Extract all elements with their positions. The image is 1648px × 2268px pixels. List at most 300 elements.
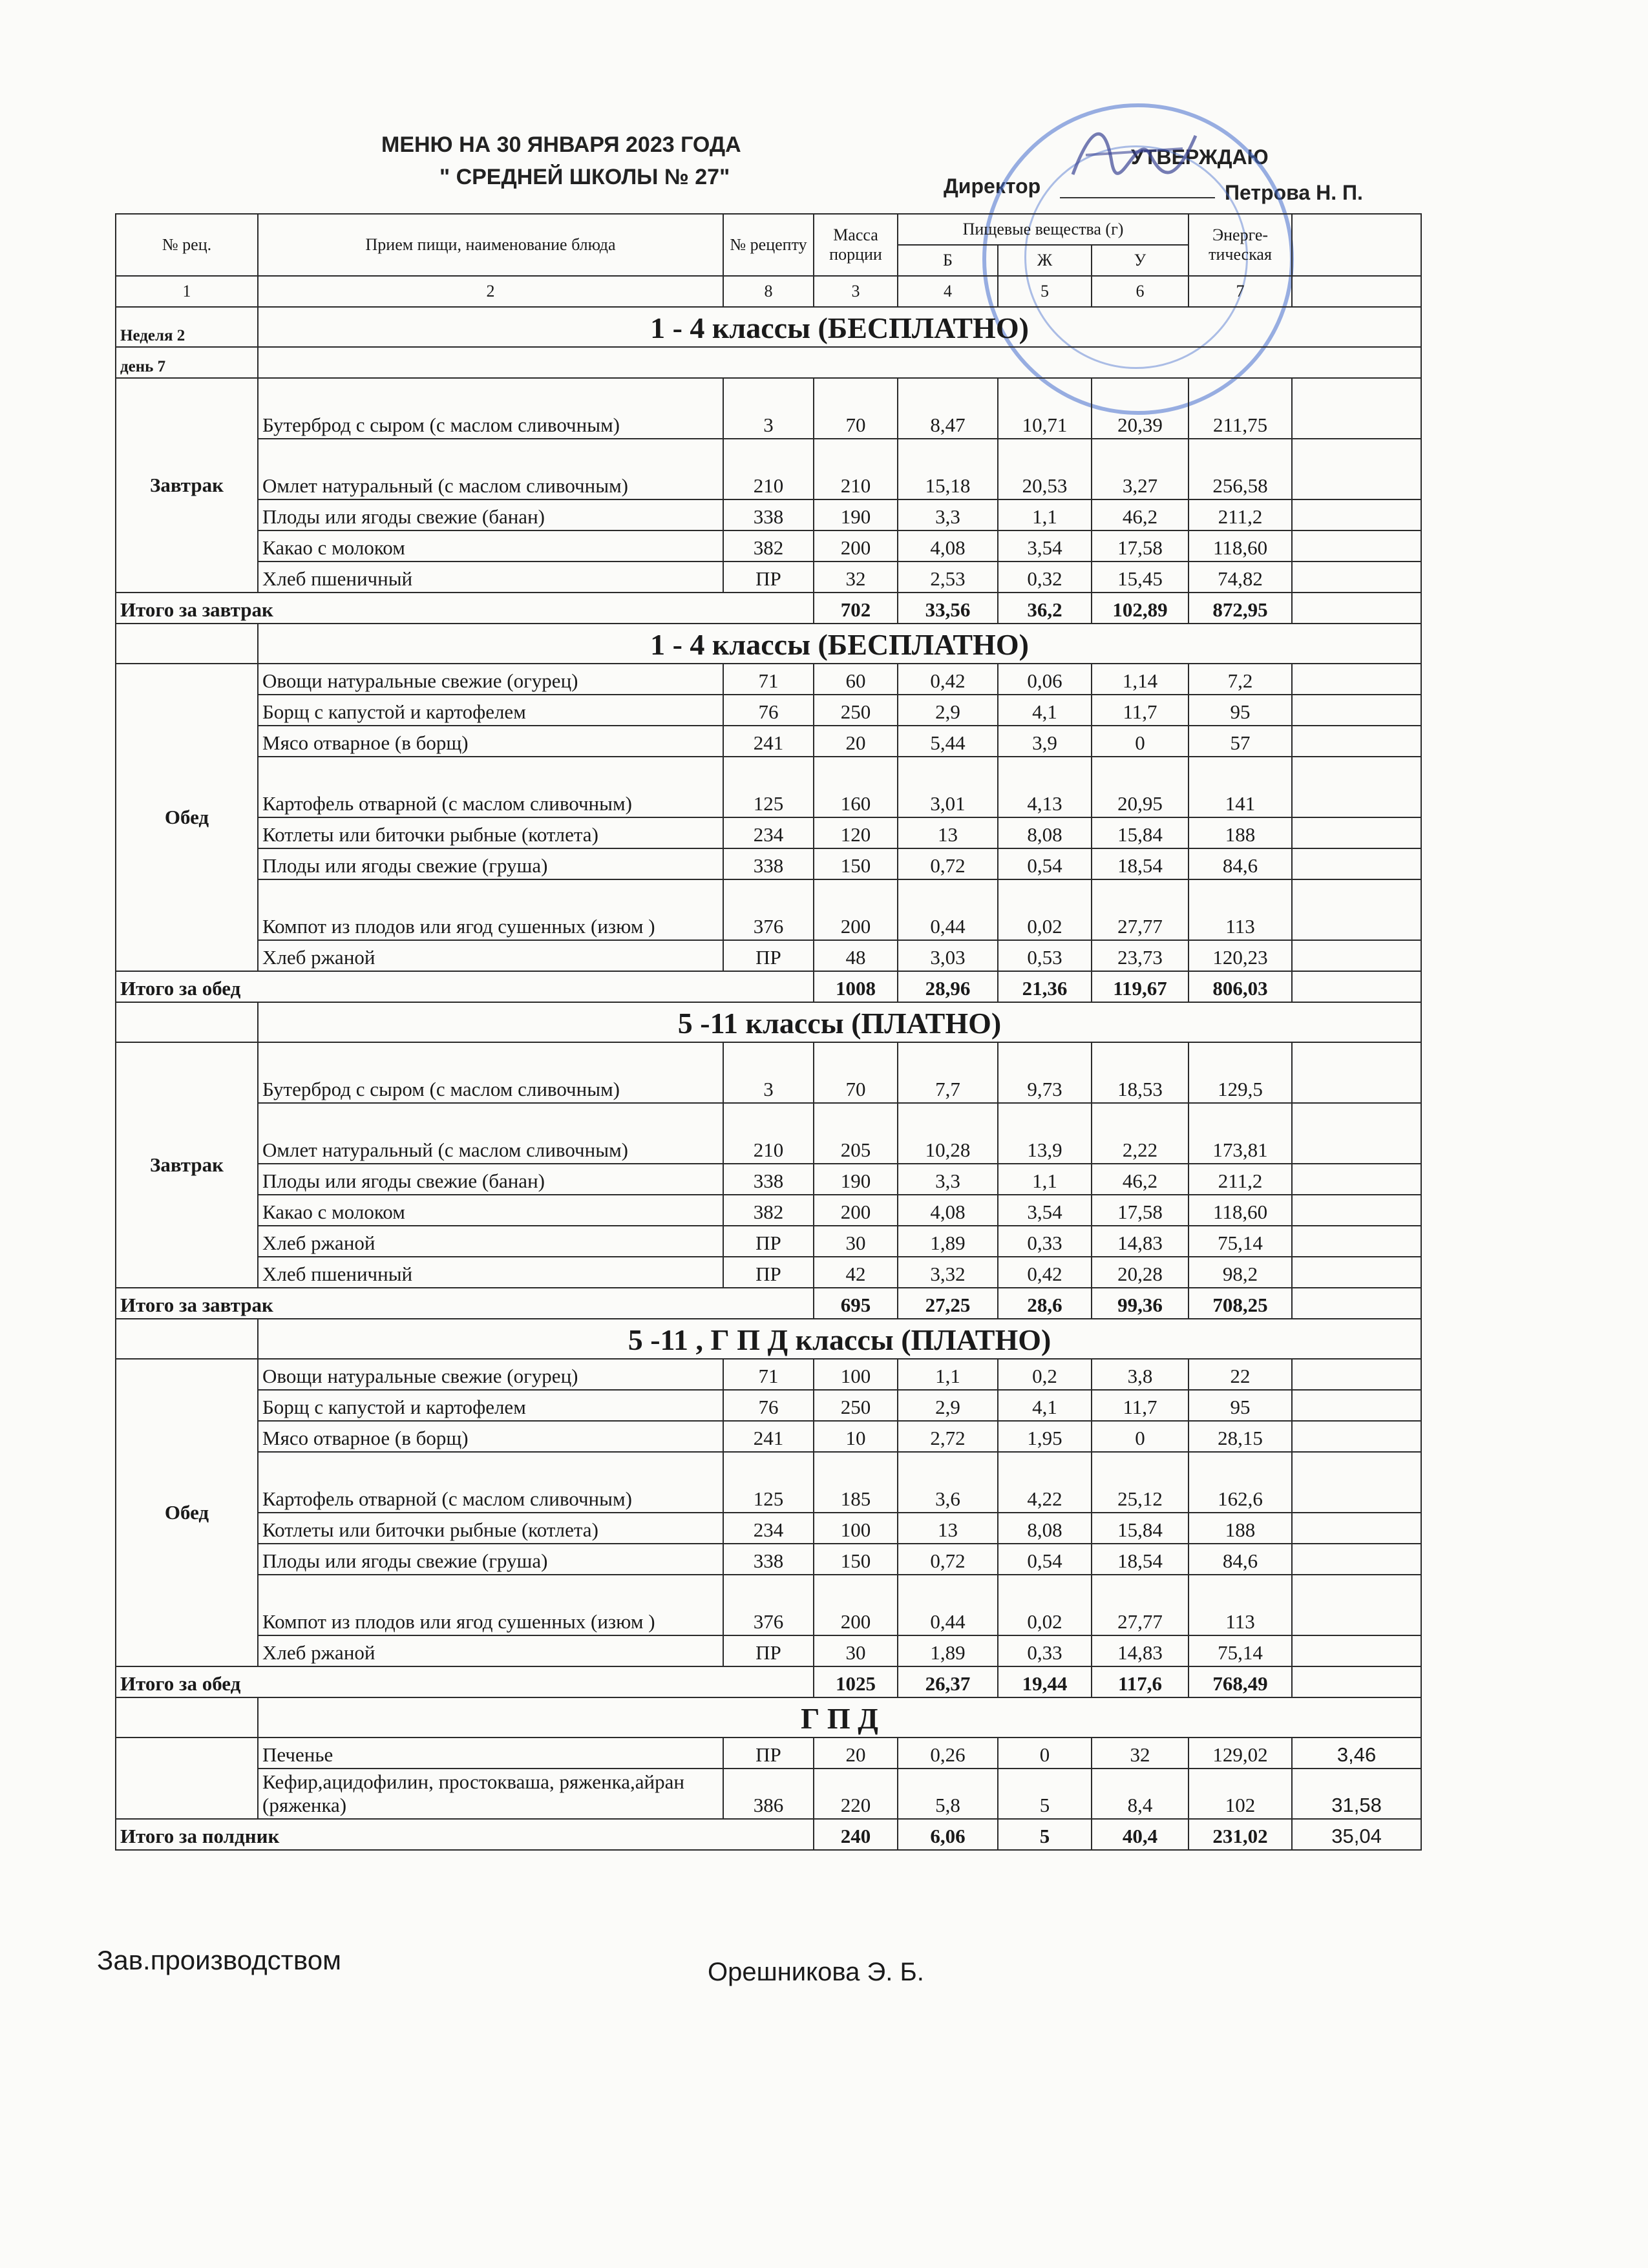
total-energy: 768,49 (1188, 1666, 1292, 1697)
protein: 5,44 (898, 726, 998, 757)
dish-row (116, 1164, 1421, 1195)
dish-row (116, 1359, 1421, 1390)
recipe-no: 3 (723, 378, 814, 439)
meal-label: Завтрак (116, 1042, 258, 1288)
energy: 28,15 (1188, 1421, 1292, 1452)
recipe-no: 234 (723, 1513, 814, 1544)
director-name: Петрова Н. П. (1225, 181, 1363, 204)
protein: 0,72 (898, 1544, 998, 1575)
protein: 0,26 (898, 1738, 998, 1769)
fat: 0,54 (998, 848, 1092, 879)
dish-row (116, 1738, 1421, 1769)
fat: 4,1 (998, 1390, 1092, 1421)
portion-mass: 185 (814, 1452, 898, 1513)
energy: 118,60 (1188, 530, 1292, 562)
dish-name: Борщ с капустой и картофелем (258, 695, 723, 726)
header-u: У (1092, 245, 1188, 276)
recipe-no: 386 (723, 1769, 814, 1819)
day-row (116, 347, 1421, 378)
section-title: Г П Д (258, 1697, 1421, 1738)
protein: 2,9 (898, 695, 998, 726)
total-fat: 5 (998, 1819, 1092, 1850)
footer-signer-name: Орешникова Э. Б. (708, 1958, 924, 1986)
total-protein: 6,06 (898, 1819, 998, 1850)
total-fat: 21,36 (998, 971, 1092, 1002)
recipe-no: 376 (723, 879, 814, 940)
total-mass: 240 (814, 1819, 898, 1850)
recipe-no: 125 (723, 1452, 814, 1513)
energy: 84,6 (1188, 848, 1292, 879)
total-row (116, 971, 1421, 1002)
extra-value (1292, 1544, 1421, 1575)
recipe-no: 376 (723, 1575, 814, 1635)
fat: 4,22 (998, 1452, 1092, 1513)
recipe-no: 338 (723, 1164, 814, 1195)
protein: 3,3 (898, 499, 998, 530)
dish-row (116, 695, 1421, 726)
recipe-no: 71 (723, 664, 814, 695)
total-energy: 806,03 (1188, 971, 1292, 1002)
portion-mass: 70 (814, 378, 898, 439)
section-title-row (116, 1697, 1421, 1738)
carbs: 0 (1092, 726, 1188, 757)
extra-value (1292, 1390, 1421, 1421)
extra-value (1292, 817, 1421, 848)
recipe-no: 382 (723, 530, 814, 562)
dish-name: Овощи натуральные свежие (огурец) (258, 1359, 723, 1390)
dish-row (116, 530, 1421, 562)
total-protein: 26,37 (898, 1666, 998, 1697)
fat: 0,32 (998, 562, 1092, 593)
recipe-no: 71 (723, 1359, 814, 1390)
meal-label: Обед (116, 664, 258, 971)
protein: 0,44 (898, 879, 998, 940)
fat: 8,08 (998, 817, 1092, 848)
total-extra (1292, 1666, 1421, 1697)
dish-row (116, 499, 1421, 530)
dish-name: Котлеты или биточки рыбные (котлета) (258, 1513, 723, 1544)
section-title: 1 - 4 классы (БЕСПЛАТНО) (258, 307, 1421, 347)
portion-mass: 10 (814, 1421, 898, 1452)
protein: 3,32 (898, 1257, 998, 1288)
energy: 95 (1188, 695, 1292, 726)
day-label: день 7 (116, 347, 258, 378)
protein: 15,18 (898, 439, 998, 499)
dish-row (116, 726, 1421, 757)
recipe-no: 76 (723, 1390, 814, 1421)
dish-name: Бутерброд с сыром (с маслом сливочным) (258, 1042, 723, 1103)
cell (116, 1697, 258, 1738)
portion-mass: 200 (814, 879, 898, 940)
header-dish: Прием пищи, наименование блюда (258, 214, 723, 276)
carbs: 32 (1092, 1738, 1188, 1769)
carbs: 3,8 (1092, 1359, 1188, 1390)
portion-mass: 30 (814, 1226, 898, 1257)
column-number: 2 (258, 276, 723, 307)
dish-name: Хлеб ржаной (258, 1226, 723, 1257)
carbs: 27,77 (1092, 879, 1188, 940)
total-mass: 702 (814, 593, 898, 624)
fat: 4,13 (998, 757, 1092, 817)
carbs: 3,27 (1092, 439, 1188, 499)
recipe-no: ПР (723, 562, 814, 593)
dish-name: Мясо отварное (в борщ) (258, 726, 723, 757)
portion-mass: 48 (814, 940, 898, 971)
dish-name: Какао с молоком (258, 1195, 723, 1226)
section-title: 1 - 4 классы (БЕСПЛАТНО) (258, 624, 1421, 664)
protein: 4,08 (898, 530, 998, 562)
recipe-no: ПР (723, 1226, 814, 1257)
fat: 13,9 (998, 1103, 1092, 1164)
extra-value (1292, 1452, 1421, 1513)
energy: 118,60 (1188, 1195, 1292, 1226)
total-fat: 19,44 (998, 1666, 1092, 1697)
dish-name: Печенье (258, 1738, 723, 1769)
energy: 188 (1188, 817, 1292, 848)
total-mass: 1025 (814, 1666, 898, 1697)
approve-label: УТВЕРЖДАЮ (1131, 145, 1269, 169)
fat: 1,1 (998, 1164, 1092, 1195)
extra-value (1292, 848, 1421, 879)
energy: 211,2 (1188, 499, 1292, 530)
protein: 0,72 (898, 848, 998, 879)
protein: 3,6 (898, 1452, 998, 1513)
total-mass: 1008 (814, 971, 898, 1002)
fat: 0,33 (998, 1226, 1092, 1257)
recipe-no: 241 (723, 1421, 814, 1452)
fat: 20,53 (998, 439, 1092, 499)
dish-name: Омлет натуральный (с маслом сливочным) (258, 1103, 723, 1164)
protein: 2,9 (898, 1390, 998, 1421)
carbs: 2,22 (1092, 1103, 1188, 1164)
fat: 1,1 (998, 499, 1092, 530)
dish-row (116, 1390, 1421, 1421)
extra-value (1292, 664, 1421, 695)
protein: 2,53 (898, 562, 998, 593)
energy: 74,82 (1188, 562, 1292, 593)
cell (116, 1319, 258, 1359)
extra-value (1292, 1164, 1421, 1195)
extra-value (1292, 695, 1421, 726)
total-row (116, 1288, 1421, 1319)
extra-value: 31,58 (1292, 1769, 1421, 1819)
carbs: 15,84 (1092, 1513, 1188, 1544)
total-label: Итого за полдник (116, 1819, 814, 1850)
dish-row (116, 1421, 1421, 1452)
total-label: Итого за завтрак (116, 1288, 814, 1319)
carbs: 18,53 (1092, 1042, 1188, 1103)
fat: 3,54 (998, 1195, 1092, 1226)
protein: 2,72 (898, 1421, 998, 1452)
dish-name: Мясо отварное (в борщ) (258, 1421, 723, 1452)
section-title: 5 -11 классы (ПЛАТНО) (258, 1002, 1421, 1042)
carbs: 14,83 (1092, 1635, 1188, 1666)
portion-mass: 70 (814, 1042, 898, 1103)
energy: 98,2 (1188, 1257, 1292, 1288)
carbs: 18,54 (1092, 1544, 1188, 1575)
dish-name: Хлеб пшеничный (258, 1257, 723, 1288)
portion-mass: 205 (814, 1103, 898, 1164)
portion-mass: 190 (814, 499, 898, 530)
total-protein: 27,25 (898, 1288, 998, 1319)
portion-mass: 250 (814, 1390, 898, 1421)
protein: 13 (898, 1513, 998, 1544)
cell (116, 624, 258, 664)
carbs: 46,2 (1092, 499, 1188, 530)
total-label: Итого за обед (116, 971, 814, 1002)
header-zh: Ж (998, 245, 1092, 276)
fat: 0,54 (998, 1544, 1092, 1575)
column-number-row (116, 276, 1421, 307)
energy: 256,58 (1188, 439, 1292, 499)
dish-name: Кефир,ацидофилин, простокваша, ряженка,айран (ряженка) (258, 1769, 723, 1819)
protein: 1,89 (898, 1226, 998, 1257)
table-header-row (116, 214, 1421, 245)
column-number: 5 (998, 276, 1092, 307)
director-signature (1066, 116, 1202, 194)
energy: 162,6 (1188, 1452, 1292, 1513)
protein: 3,01 (898, 757, 998, 817)
portion-mass: 190 (814, 1164, 898, 1195)
portion-mass: 150 (814, 1544, 898, 1575)
header-extra (1292, 214, 1421, 276)
extra-value (1292, 1359, 1421, 1390)
protein: 7,7 (898, 1042, 998, 1103)
header-portion: Масса порции (814, 214, 898, 276)
total-energy: 708,25 (1188, 1288, 1292, 1319)
portion-mass: 200 (814, 1575, 898, 1635)
fat: 10,71 (998, 378, 1092, 439)
extra-value (1292, 1575, 1421, 1635)
recipe-no: 210 (723, 1103, 814, 1164)
extra-value (1292, 439, 1421, 499)
energy: 211,2 (1188, 1164, 1292, 1195)
column-number: 4 (898, 276, 998, 307)
portion-mass: 30 (814, 1635, 898, 1666)
dish-name: Овощи натуральные свежие (огурец) (258, 664, 723, 695)
section-title-row (116, 1319, 1421, 1359)
header-energy: Энерге- тическая (1188, 214, 1292, 276)
dish-name: Бутерброд с сыром (с маслом сливочным) (258, 378, 723, 439)
dish-row (116, 1257, 1421, 1288)
column-number: 8 (723, 276, 814, 307)
extra-value (1292, 1421, 1421, 1452)
total-protein: 28,96 (898, 971, 998, 1002)
dish-row (116, 1103, 1421, 1164)
protein: 13 (898, 817, 998, 848)
recipe-no: 382 (723, 1195, 814, 1226)
total-label: Итого за завтрак (116, 593, 814, 624)
protein: 10,28 (898, 1103, 998, 1164)
meal-label: Обед (116, 1359, 258, 1666)
fat: 5 (998, 1769, 1092, 1819)
dish-row (116, 664, 1421, 695)
dish-row (116, 940, 1421, 971)
protein: 0,44 (898, 1575, 998, 1635)
total-carbs: 40,4 (1092, 1819, 1188, 1850)
carbs: 23,73 (1092, 940, 1188, 971)
portion-mass: 100 (814, 1513, 898, 1544)
portion-mass: 20 (814, 726, 898, 757)
total-mass: 695 (814, 1288, 898, 1319)
header-recipe-no: № рецепту (723, 214, 814, 276)
portion-mass: 60 (814, 664, 898, 695)
total-energy: 872,95 (1188, 593, 1292, 624)
portion-mass: 32 (814, 562, 898, 593)
carbs: 46,2 (1092, 1164, 1188, 1195)
extra-value (1292, 1195, 1421, 1226)
school-name: " СРЕДНЕЙ ШКОЛЫ № 27" (439, 165, 730, 189)
carbs: 14,83 (1092, 1226, 1188, 1257)
dish-name: Компот из плодов или ягод сушенных (изюм ) (258, 879, 723, 940)
total-extra (1292, 1288, 1421, 1319)
protein: 0,42 (898, 664, 998, 695)
carbs: 1,14 (1092, 664, 1188, 695)
total-row (116, 1819, 1421, 1850)
dish-name: Омлет натуральный (с маслом сливочным) (258, 439, 723, 499)
total-row (116, 593, 1421, 624)
fat: 8,08 (998, 1513, 1092, 1544)
energy: 120,23 (1188, 940, 1292, 971)
total-extra (1292, 971, 1421, 1002)
portion-mass: 200 (814, 1195, 898, 1226)
carbs: 17,58 (1092, 1195, 1188, 1226)
fat: 0 (998, 1738, 1092, 1769)
extra-value (1292, 1513, 1421, 1544)
dish-name: Картофель отварной (с маслом сливочным) (258, 757, 723, 817)
carbs: 8,4 (1092, 1769, 1188, 1819)
energy: 7,2 (1188, 664, 1292, 695)
dish-name: Хлеб ржаной (258, 940, 723, 971)
dish-name: Компот из плодов или ягод сушенных (изюм ) (258, 1575, 723, 1635)
column-number: 1 (116, 276, 258, 307)
total-energy: 231,02 (1188, 1819, 1292, 1850)
fat: 0,02 (998, 1575, 1092, 1635)
menu-table (115, 213, 1422, 1851)
page-title: МЕНЮ НА 30 ЯНВАРЯ 2023 ГОДА (381, 132, 741, 157)
fat: 3,9 (998, 726, 1092, 757)
fat: 0,42 (998, 1257, 1092, 1288)
fat: 4,1 (998, 695, 1092, 726)
header-rec-no: № рец. (116, 214, 258, 276)
fat: 0,06 (998, 664, 1092, 695)
dish-name: Плоды или ягоды свежие (банан) (258, 499, 723, 530)
fat: 3,54 (998, 530, 1092, 562)
recipe-no: 125 (723, 757, 814, 817)
recipe-no: 338 (723, 499, 814, 530)
dish-row (116, 848, 1421, 879)
carbs: 20,95 (1092, 757, 1188, 817)
carbs: 20,28 (1092, 1257, 1188, 1288)
energy: 75,14 (1188, 1226, 1292, 1257)
director-label: Директор (944, 174, 1041, 198)
meal-label (116, 1738, 258, 1819)
column-number: 6 (1092, 276, 1188, 307)
header-b: Б (898, 245, 998, 276)
extra-value (1292, 757, 1421, 817)
energy: 84,6 (1188, 1544, 1292, 1575)
protein: 4,08 (898, 1195, 998, 1226)
extra-value: 3,46 (1292, 1738, 1421, 1769)
carbs: 17,58 (1092, 530, 1188, 562)
portion-mass: 120 (814, 817, 898, 848)
energy: 173,81 (1188, 1103, 1292, 1164)
extra-value (1292, 940, 1421, 971)
recipe-no: 210 (723, 439, 814, 499)
energy: 113 (1188, 1575, 1292, 1635)
section-title-row (116, 624, 1421, 664)
recipe-no: ПР (723, 1257, 814, 1288)
total-carbs: 117,6 (1092, 1666, 1188, 1697)
portion-mass: 42 (814, 1257, 898, 1288)
recipe-no: ПР (723, 940, 814, 971)
carbs: 11,7 (1092, 1390, 1188, 1421)
carbs: 15,45 (1092, 562, 1188, 593)
energy: 188 (1188, 1513, 1292, 1544)
dish-row (116, 757, 1421, 817)
total-row (116, 1666, 1421, 1697)
portion-mass: 150 (814, 848, 898, 879)
recipe-no: 338 (723, 848, 814, 879)
dish-name: Хлеб ржаной (258, 1635, 723, 1666)
extra-value (1292, 726, 1421, 757)
fat: 1,95 (998, 1421, 1092, 1452)
dish-row (116, 1513, 1421, 1544)
carbs: 27,77 (1092, 1575, 1188, 1635)
extra-value (1292, 562, 1421, 593)
dish-name: Борщ с капустой и картофелем (258, 1390, 723, 1421)
energy: 129,02 (1188, 1738, 1292, 1769)
portion-mass: 100 (814, 1359, 898, 1390)
portion-mass: 250 (814, 695, 898, 726)
dish-row (116, 562, 1421, 593)
portion-mass: 200 (814, 530, 898, 562)
fat: 0,53 (998, 940, 1092, 971)
extra-value (1292, 1257, 1421, 1288)
column-number: 7 (1188, 276, 1292, 307)
week-label: Неделя 2 (116, 307, 258, 347)
carbs: 18,54 (1092, 848, 1188, 879)
protein: 3,3 (898, 1164, 998, 1195)
dish-row (116, 378, 1421, 439)
energy: 141 (1188, 757, 1292, 817)
portion-mass: 160 (814, 757, 898, 817)
extra-value (1292, 499, 1421, 530)
total-fat: 36,2 (998, 593, 1092, 624)
total-extra: 35,04 (1292, 1819, 1421, 1850)
extra-value (1292, 1226, 1421, 1257)
cell (258, 347, 1421, 378)
dish-name: Хлеб пшеничный (258, 562, 723, 593)
extra-value (1292, 1635, 1421, 1666)
recipe-no: 234 (723, 817, 814, 848)
extra-value (1292, 1042, 1421, 1103)
dish-row (116, 1195, 1421, 1226)
dish-name: Какао с молоком (258, 530, 723, 562)
carbs: 25,12 (1092, 1452, 1188, 1513)
extra-value (1292, 378, 1421, 439)
protein: 5,8 (898, 1769, 998, 1819)
recipe-no: 76 (723, 695, 814, 726)
protein: 1,1 (898, 1359, 998, 1390)
dish-name: Плоды или ягоды свежие (груша) (258, 848, 723, 879)
carbs: 0 (1092, 1421, 1188, 1452)
fat: 0,2 (998, 1359, 1092, 1390)
total-protein: 33,56 (898, 593, 998, 624)
protein: 3,03 (898, 940, 998, 971)
energy: 75,14 (1188, 1635, 1292, 1666)
energy: 113 (1188, 879, 1292, 940)
